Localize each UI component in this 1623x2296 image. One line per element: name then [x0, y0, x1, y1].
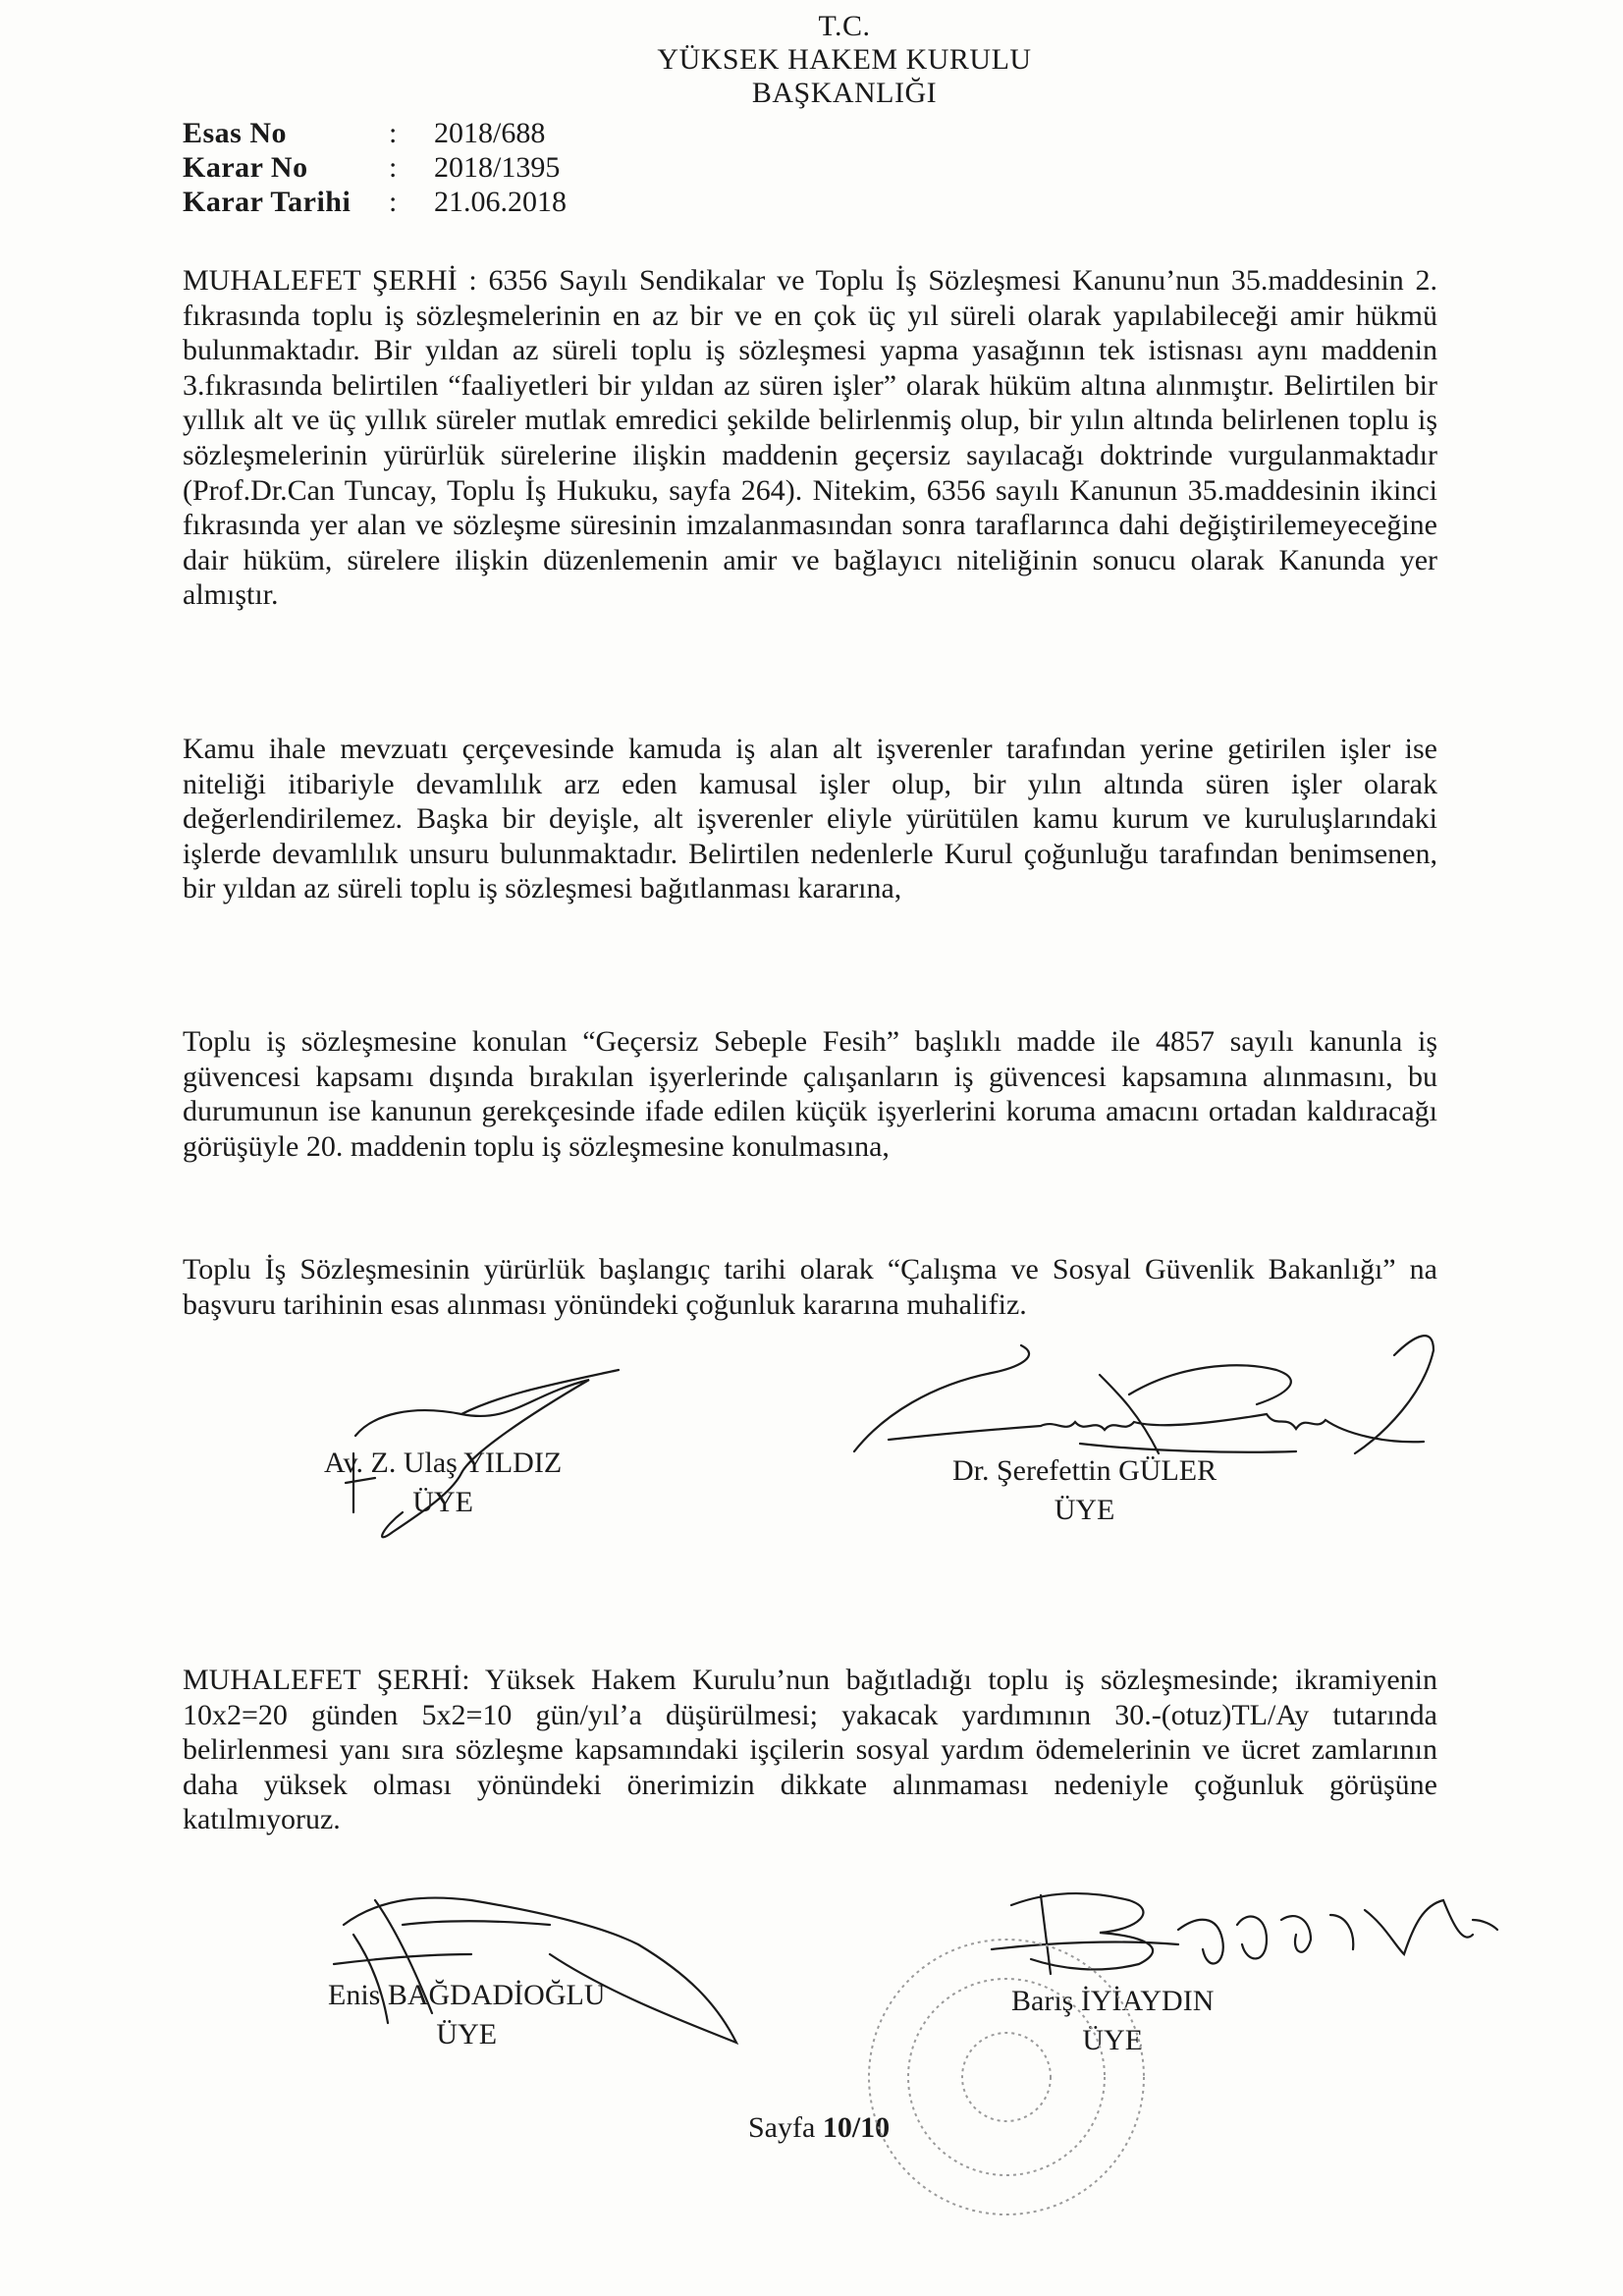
- signature-block-guler: [952, 1451, 1217, 1530]
- meta-key: Esas No: [183, 117, 288, 149]
- signatory-name: Enis BAĞDADİOĞLU: [328, 1979, 606, 2011]
- meta-value: 21.06.2018: [434, 186, 567, 218]
- signature-iyiaydin: [992, 1893, 1497, 1974]
- page-total: 10: [860, 2111, 891, 2144]
- meta-sep: :: [389, 186, 398, 218]
- signature-block-bagdadioglu: [328, 1976, 605, 2054]
- paragraph-text: Toplu İş Sözleşmesinin yürürlük başlangıç tarihi olarak “Çalışma ve Sosyal Güvenlik Bakanlığı” na başvuru tarihinin esas alınması yönündeki çoğunluk kararına muhalifiz.: [183, 1253, 1437, 1321]
- signatory-title: ÜYE: [412, 1486, 473, 1518]
- signatory-title: ÜYE: [1082, 2024, 1144, 2056]
- meta-row-decision-no: [183, 150, 567, 185]
- dissent-paragraph-4: [183, 1252, 1437, 1322]
- signature-guler: [854, 1336, 1434, 1453]
- paragraph-text: MUHALEFET ŞERHİ : 6356 Sayılı Sendikalar ve Toplu İş Sözleşmesi Kanunu’nun 35.maddesinin 2. fıkrasında toplu iş sözleşmelerinin en az bir ve en çok üç yıl süreli olarak yapılabileceği amir hükmü bulunmaktadır. Bir yıldan az süreli toplu iş sözleşmesi yapma yasağının tek istisnası aynı maddenin 3.fıkrasında belirtilen “faaliyetleri bir yıldan az süren işler” olarak hüküm altına alınmıştır. Belirtilen bir yıllık alt ve üç yıllık süreler mutlak emredici şekilde belirlenmiş olup, bir yılın altında belirlenen toplu iş sözleşmelerinin yürürlük sürelerine ilişkin maddenin geçersiz sayılacağı doktrinde vurgulanmaktadır (Prof.Dr.Can Tuncay, Toplu İş Hukuku, sayfa 264). Nitekim, 6356 sayılı Kanunun 35.maddesinin ikinci fıkrasında yer alan ve sözleşme süresinin imzalanmasından sonra taraflarınca dahi değiştirilemeyeceğine dair hüküm, sürelere ilişkin düzenlemenin amir ve bağlayıcı niteliğinin sonucu olarak Kanunda yer almıştır.: [183, 264, 1437, 612]
- paragraph-text: MUHALEFET ŞERHİ: Yüksek Hakem Kurulu’nun bağıtladığı toplu iş sözleşmesinde; ikramiyenin 10x2=20 günden 5x2=10 gün/yıl’a düşürülmesi; yakacak yardımının 30.-(otuz)TL/Ay tutarında belirlenmesi yanı sıra sözleşme kapsamındaki işçilerin sosyal yardım ödemelerinin ve ücret zamlarının daha yüksek olması yönündeki önerimizin dikkate alınmaması nedeniyle çoğunluk görüşüne katılmıyoruz.: [183, 1664, 1437, 1836]
- meta-key: Karar No: [183, 151, 308, 184]
- institution-header: [550, 10, 1139, 110]
- header-line-tc: T.C.: [818, 10, 871, 42]
- page-current: 10: [822, 2111, 852, 2144]
- paragraph-text: Kamu ihale mevzuatı çerçevesinde kamuda iş alan alt işverenler tarafından yerine getirilen işler ise niteliği itibariyle devamlılık arz eden kamusal işler olup, bir yılın altında süren işler olarak değerlendirilemez. Başka bir deyişle, alt işverenler eliyle yürütülen kamu kurum ve kuruluşlarındaki işlerde devamlılık unsuru bulunmaktadır. Belirtilen nedenlerle Kurul çoğunluğu tarafından benimsenen, bir yıldan az süreli toplu iş sözleşmesi bağıtlanması kararına,: [183, 733, 1437, 905]
- header-line-presidency: BAŞKANLIĞI: [751, 77, 938, 109]
- page-number: [748, 2111, 890, 2145]
- dissent-paragraph-5: [183, 1663, 1437, 1837]
- meta-key: Karar Tarihi: [183, 186, 352, 218]
- page-sep: /: [851, 2111, 861, 2144]
- signatory-title: ÜYE: [1054, 1494, 1115, 1526]
- signatory-name: Av. Z. Ulaş YILDIZ: [324, 1447, 563, 1479]
- page-prefix: Sayfa: [748, 2111, 816, 2144]
- dissent-paragraph-3: [183, 1024, 1437, 1164]
- header-line-institution: YÜKSEK HAKEM KURULU: [657, 43, 1032, 76]
- signature-block-yildiz: [324, 1444, 562, 1522]
- meta-sep: :: [389, 117, 398, 149]
- meta-value: 2018/1395: [434, 151, 561, 184]
- signatory-title: ÜYE: [436, 2018, 498, 2050]
- meta-row-case-no: [183, 116, 567, 150]
- official-stamp: [869, 1940, 1144, 2214]
- case-meta: [183, 116, 567, 219]
- dissent-paragraph-2: [183, 732, 1437, 906]
- meta-row-decision-date: [183, 185, 567, 219]
- meta-value: 2018/688: [434, 117, 546, 149]
- signature-block-iyiaydin: [1011, 1982, 1214, 2060]
- paragraph-text: Toplu iş sözleşmesine konulan “Geçersiz Sebeple Fesih” başlıklı madde ile 4857 sayılı kanunla iş güvencesi kapsamı dışında bırakılan işyerlerinde çalışanların iş güvencesi kapsamına alınmasını, bu durumunun ise kanunun gerekçesinde ifade edilen küçük işyerlerini koruma amacını ortadan kaldıracağı görüşüyle 20. maddenin toplu iş sözleşmesine konulmasına,: [183, 1025, 1437, 1163]
- signatory-name: Barış İYİAYDIN: [1011, 1985, 1215, 2017]
- meta-sep: :: [389, 151, 398, 184]
- signatory-name: Dr. Şerefettin GÜLER: [952, 1454, 1217, 1487]
- dissent-paragraph-1: [183, 263, 1437, 613]
